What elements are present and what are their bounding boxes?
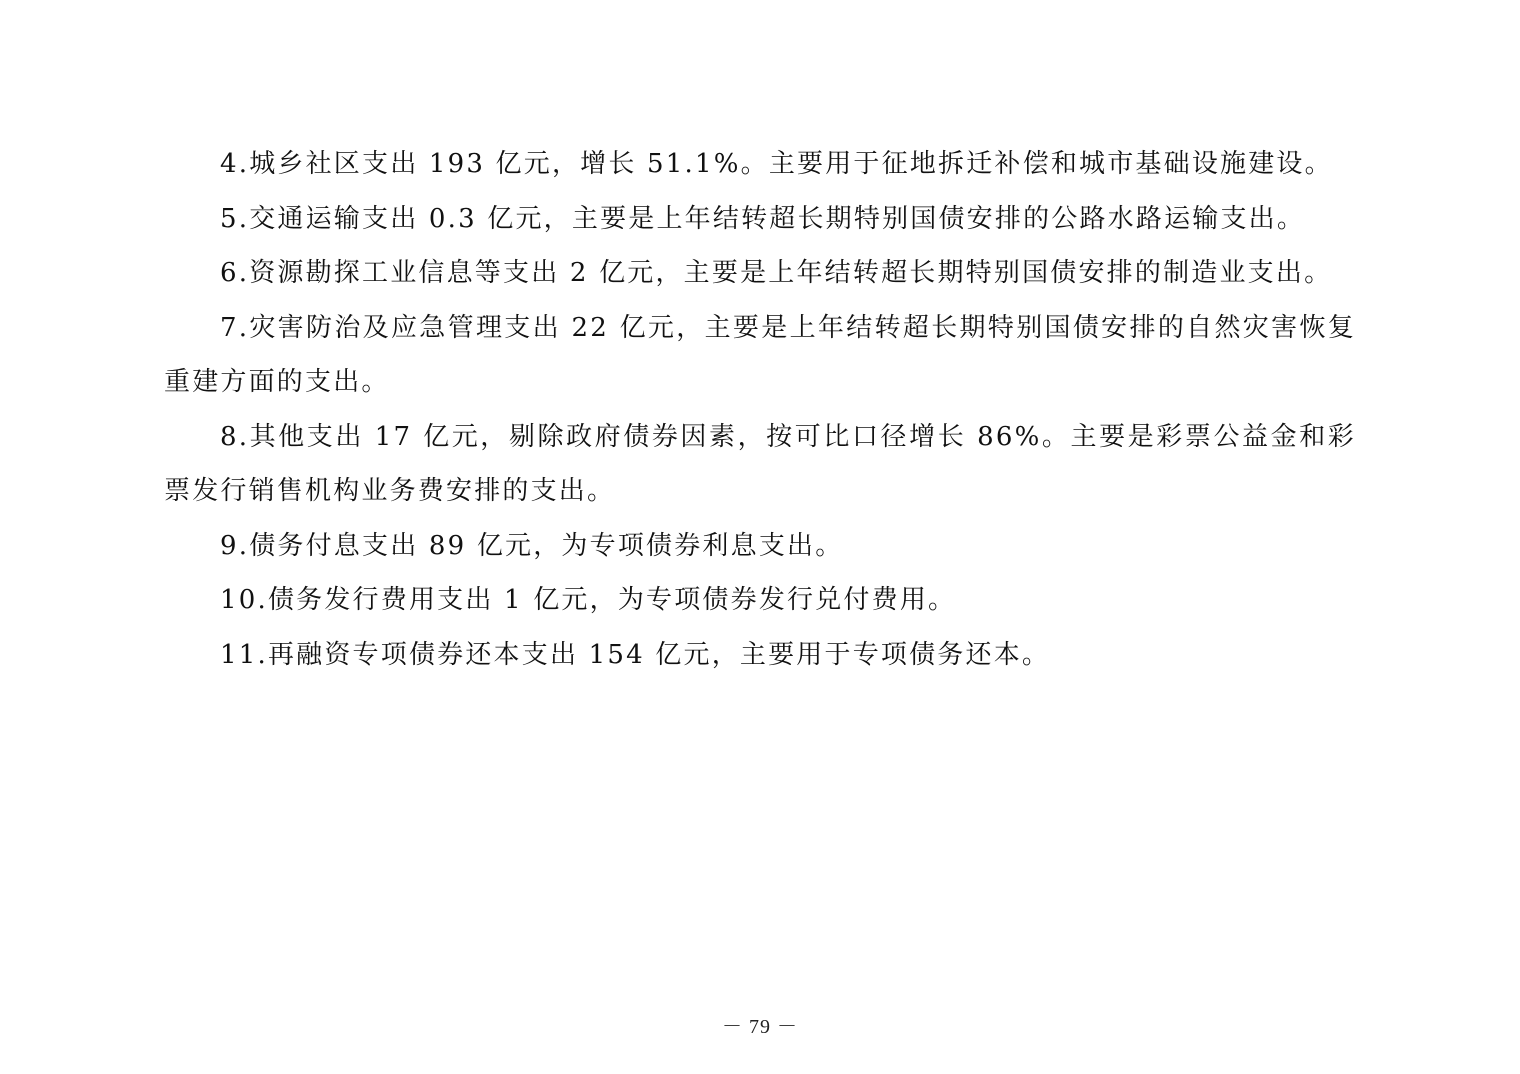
document-body — [164, 137, 1356, 682]
paragraph-8: 8.其他支出 17 亿元，剔除政府债券因素，按可比口径增长 86%。主要是彩票公益金和彩票发行销售机构业务费安排的支出。 — [164, 421, 1356, 506]
paragraph-5: 5.交通运输支出 0.3 亿元，主要是上年结转超长期特别国债安排的公路水路运输支出。 — [220, 203, 1306, 234]
paragraph-10: 10.债务发行费用支出 1 亿元，为专项债券发行兑付费用。 — [220, 585, 957, 615]
paragraph-6: 6.资源勘探工业信息等支出 2 亿元，主要是上年结转超长期特别国债安排的制造业支出。 — [220, 258, 1333, 288]
page-number: － 79 － — [722, 1016, 798, 1038]
paragraph-11: 11.再融资专项债券还本支出 154 亿元，主要用于专项债务还本。 — [220, 639, 1051, 670]
paragraph-7: 7.灾害防治及应急管理支出 22 亿元，主要是上年结转超长期特别国债安排的自然灾害恢复重建方面的支出。 — [164, 312, 1356, 397]
paragraph-4: 4.城乡社区支出 193 亿元，增长 51.1%。主要用于征地拆迁补偿和城市基础设施建设。 — [220, 149, 1333, 179]
paragraph-9: 9.债务付息支出 89 亿元，为专项债券利息支出。 — [220, 530, 844, 561]
